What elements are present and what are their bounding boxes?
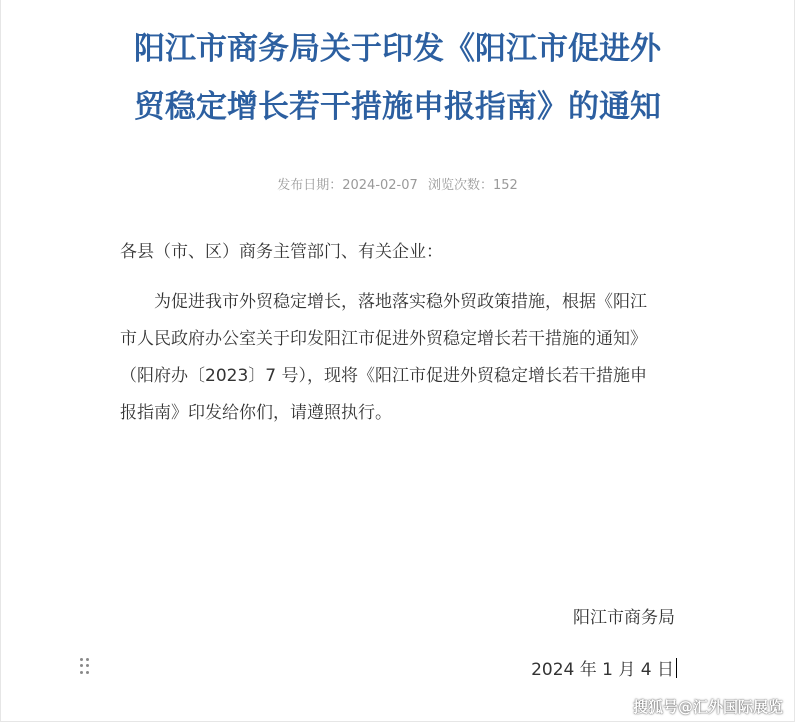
title-line-1: 阳江市商务局关于印发《阳江市促进外 bbox=[134, 31, 661, 67]
body-line: 市人民政府办公室关于印发阳江市促进外贸稳定增长若干措施的通知》 bbox=[120, 329, 647, 349]
view-count bbox=[428, 178, 518, 193]
meta-line bbox=[100, 174, 695, 193]
source-watermark: 搜狐号@汇外国际展览 bbox=[632, 698, 783, 716]
body-line: （阳府办〔2023〕7 号），现将《阳江市促进外贸稳定增长若干措施申 bbox=[120, 366, 647, 386]
drag-handle-icon[interactable] bbox=[80, 658, 90, 674]
publish-date-label: 发布日期： bbox=[277, 178, 343, 193]
text-cursor bbox=[676, 658, 677, 678]
signature-organization: 阳江市商务局 bbox=[573, 608, 675, 628]
publish-date bbox=[277, 178, 418, 193]
body-paragraph bbox=[120, 284, 680, 432]
salutation: 各县（市、区）商务主管部门、有关企业： bbox=[120, 242, 443, 262]
view-count-value: 152 bbox=[492, 178, 518, 193]
page-title bbox=[100, 20, 695, 136]
body-line: 报指南》印发给你们，请遵照执行。 bbox=[120, 403, 392, 423]
signature-date: 2024 年 1 月 4 日 bbox=[531, 660, 674, 680]
view-count-label: 浏览次数： bbox=[427, 178, 493, 193]
title-line-2: 贸稳定增长若干措施申报指南》的通知 bbox=[134, 89, 661, 125]
publish-date-value: 2024-02-07 bbox=[342, 178, 418, 193]
body-line: 为促进我市外贸稳定增长，落地落实稳外贸政策措施，根据《阳江 bbox=[154, 292, 647, 312]
signature-date-block[interactable] bbox=[531, 655, 677, 680]
